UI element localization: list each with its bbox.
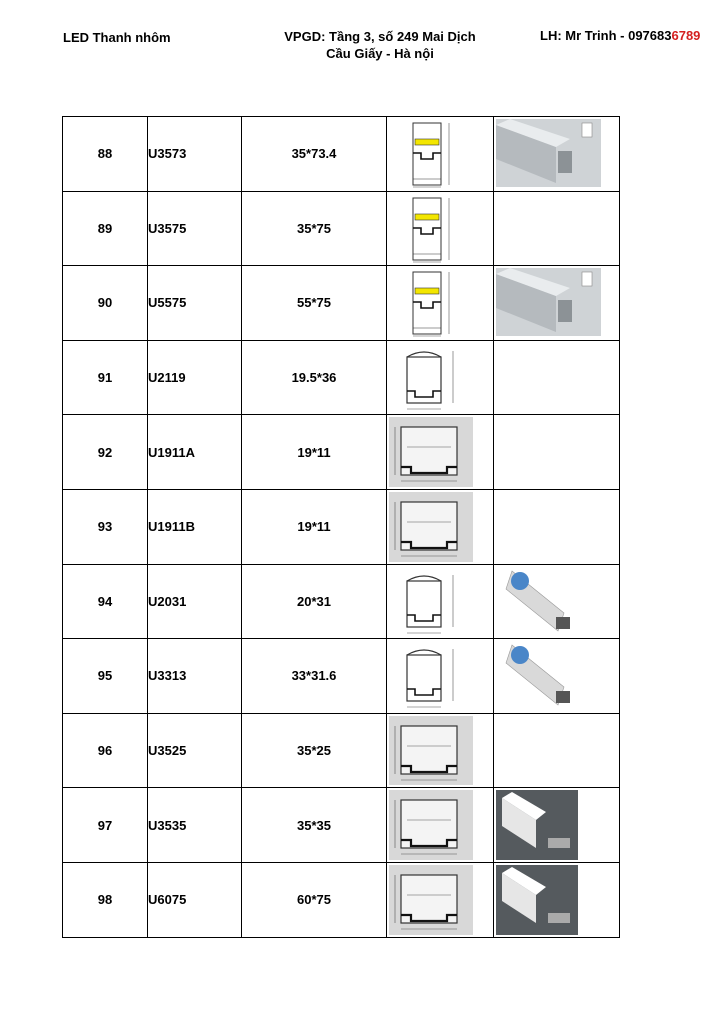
product-photo-cell bbox=[494, 639, 620, 714]
product-photo-cell bbox=[494, 713, 620, 788]
product-size: 35*35 bbox=[242, 788, 387, 863]
product-table bbox=[62, 116, 620, 938]
profile-drawing-led-icon bbox=[389, 194, 491, 264]
product-size: 19.5*36 bbox=[242, 340, 387, 415]
product-photo-cell bbox=[494, 415, 620, 490]
product-code: U1911B bbox=[148, 489, 242, 564]
row-number: 98 bbox=[63, 862, 148, 937]
product-code: U2031 bbox=[148, 564, 242, 639]
row-number: 95 bbox=[63, 639, 148, 714]
product-size: 55*75 bbox=[242, 266, 387, 341]
profile-drawing-cell bbox=[387, 788, 494, 863]
product-size: 35*25 bbox=[242, 713, 387, 788]
profile-drawing-cell bbox=[387, 564, 494, 639]
table-row bbox=[63, 639, 620, 714]
profile-drawing-gray-icon bbox=[389, 716, 491, 786]
product-size: 20*31 bbox=[242, 564, 387, 639]
product-code: U3573 bbox=[148, 117, 242, 192]
product-photo-cell bbox=[494, 489, 620, 564]
profile-drawing-cell bbox=[387, 713, 494, 788]
product-code: U3575 bbox=[148, 191, 242, 266]
profile-drawing-gray-icon bbox=[389, 492, 491, 562]
extrusion-photo-icon bbox=[496, 268, 617, 338]
profile-drawing-cell bbox=[387, 639, 494, 714]
row-number: 92 bbox=[63, 415, 148, 490]
profile-drawing-icon bbox=[389, 641, 491, 711]
product-size: 35*75 bbox=[242, 191, 387, 266]
table-row bbox=[63, 266, 620, 341]
product-code: U6075 bbox=[148, 862, 242, 937]
profile-drawing-gray-icon bbox=[389, 417, 491, 487]
product-size: 60*75 bbox=[242, 862, 387, 937]
extrusion-photo-round-icon bbox=[496, 567, 617, 637]
product-code: U3313 bbox=[148, 639, 242, 714]
table-row bbox=[63, 340, 620, 415]
extrusion-photo-dark-icon bbox=[496, 790, 617, 860]
table-row bbox=[63, 489, 620, 564]
contact-info bbox=[540, 28, 700, 43]
profile-drawing-cell bbox=[387, 862, 494, 937]
profile-drawing-cell bbox=[387, 489, 494, 564]
profile-drawing-gray-icon bbox=[389, 790, 491, 860]
table-row bbox=[63, 191, 620, 266]
product-size: 19*11 bbox=[242, 415, 387, 490]
row-number: 89 bbox=[63, 191, 148, 266]
table-row bbox=[63, 564, 620, 639]
row-number: 94 bbox=[63, 564, 148, 639]
company-name: LED Thanh nhôm bbox=[63, 30, 171, 45]
table-row bbox=[63, 415, 620, 490]
product-photo-cell bbox=[494, 862, 620, 937]
extrusion-photo-round-icon bbox=[496, 641, 617, 711]
contact-phone: LH: Mr Trinh - 097683 bbox=[540, 28, 672, 43]
product-code: U1911A bbox=[148, 415, 242, 490]
table-row bbox=[63, 117, 620, 192]
product-code: U3525 bbox=[148, 713, 242, 788]
product-photo-cell bbox=[494, 564, 620, 639]
table-row bbox=[63, 862, 620, 937]
profile-drawing-cell bbox=[387, 340, 494, 415]
profile-drawing-cell bbox=[387, 266, 494, 341]
row-number: 90 bbox=[63, 266, 148, 341]
extrusion-photo-dark-icon bbox=[496, 865, 617, 935]
product-code: U2119 bbox=[148, 340, 242, 415]
table-row bbox=[63, 713, 620, 788]
product-photo-cell bbox=[494, 191, 620, 266]
row-number: 88 bbox=[63, 117, 148, 192]
row-number: 96 bbox=[63, 713, 148, 788]
product-code: U3535 bbox=[148, 788, 242, 863]
address-line-1: VPGD: Tầng 3, số 249 Mai Dịch bbox=[284, 29, 476, 44]
profile-drawing-cell bbox=[387, 415, 494, 490]
profile-drawing-cell bbox=[387, 117, 494, 192]
product-size: 35*73.4 bbox=[242, 117, 387, 192]
profile-drawing-led-icon bbox=[389, 119, 491, 189]
profile-drawing-gray-icon bbox=[389, 865, 491, 935]
profile-drawing-icon bbox=[389, 567, 491, 637]
row-number: 91 bbox=[63, 340, 148, 415]
product-photo-cell bbox=[494, 340, 620, 415]
table-row bbox=[63, 788, 620, 863]
profile-drawing-cell bbox=[387, 191, 494, 266]
product-code: U5575 bbox=[148, 266, 242, 341]
product-size: 19*11 bbox=[242, 489, 387, 564]
contact-phone-highlight: 6789 bbox=[671, 28, 701, 43]
profile-drawing-led-icon bbox=[389, 268, 491, 338]
product-photo-cell bbox=[494, 788, 620, 863]
product-photo-cell bbox=[494, 117, 620, 192]
address-line-2: Cầu Giấy - Hà nội bbox=[326, 46, 434, 61]
extrusion-photo-icon bbox=[496, 119, 617, 189]
profile-drawing-icon bbox=[389, 343, 491, 413]
row-number: 97 bbox=[63, 788, 148, 863]
product-photo-cell bbox=[494, 266, 620, 341]
product-size: 33*31.6 bbox=[242, 639, 387, 714]
row-number: 93 bbox=[63, 489, 148, 564]
office-address bbox=[270, 28, 490, 62]
